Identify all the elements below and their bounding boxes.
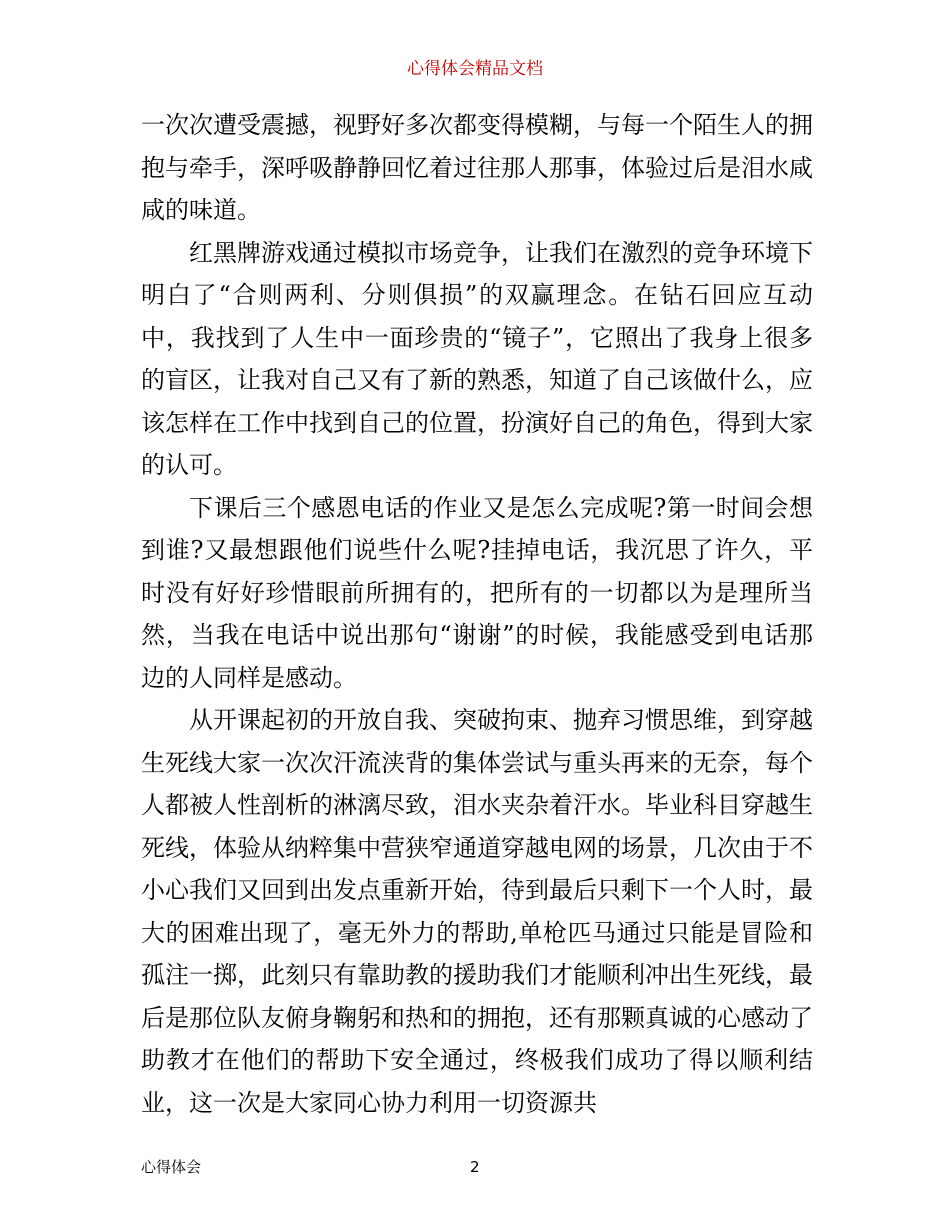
header-title: 心得体会精品文档 xyxy=(407,59,543,79)
paragraph-thanks-calls: 下课后三个感恩电话的作业又是怎么完成呢?第一时间会想到谁?又最想跟他们说些什么呢?挂掉电话，我沉思了许久，平时没有好好珍惜眼前所拥有的，把所有的一切都以为是理所当然，当我在电话中说出那句“谢谢”的时候，我能感受到电话那边的人同样是感动。 xyxy=(141,493,813,692)
page-number: 2 xyxy=(470,1158,480,1176)
page-header xyxy=(0,58,950,80)
paragraph-red-black-game: 红黑牌游戏通过模拟市场竞争，让我们在激烈的竞争环境下明白了“合则两利、分则俱损”的双赢理念。在钻石回应互动中，我找到了人生中一面珍贵的“镜子”，它照出了我身上很多的盲区，让我对自己又有了新的熟悉，知道了自己该做什么，应该怎样在工作中找到自己的位置，扮演好自己的角色，得到大家的认可。 xyxy=(141,238,813,479)
document-body xyxy=(141,104,813,1124)
paragraph-continued: 一次次遭受震撼，视野好多次都变得模糊，与每一个陌生人的拥抱与牵手，深呼吸静静回忆着过往那人那事，体验过后是泪水咸咸的味道。 xyxy=(141,111,813,224)
page-footer xyxy=(141,1156,813,1178)
paragraph-life-death-line: 从开课起初的开放自我、突破拘束、抛弃习惯思维，到穿越生死线大家一次次汗流浃背的集体尝试与重头再来的无奈，每个人都被人性剖析的淋漓尽致，泪水夹杂着汗水。毕业科目穿越生死线，体验从纳粹集中营狭窄通道穿越电网的场景，几次由于不小心我们又回到出发点重新开始，待到最后只剩下一个人时，最大的困难出现了，毫无外力的帮助,单枪匹马通过只能是冒险和孤注一掷，此刻只有靠助教的援助我们才能顺利冲出生死线，最后是那位队友俯身鞠躬和热和的拥抱，还有那颗真诚的心感动了助教才在他们的帮助下安全通过，终极我们成功了得以顺利结业，这一次是大家同心协力利用一切资源共 xyxy=(141,706,813,1117)
footer-label: 心得体会 xyxy=(141,1158,202,1176)
